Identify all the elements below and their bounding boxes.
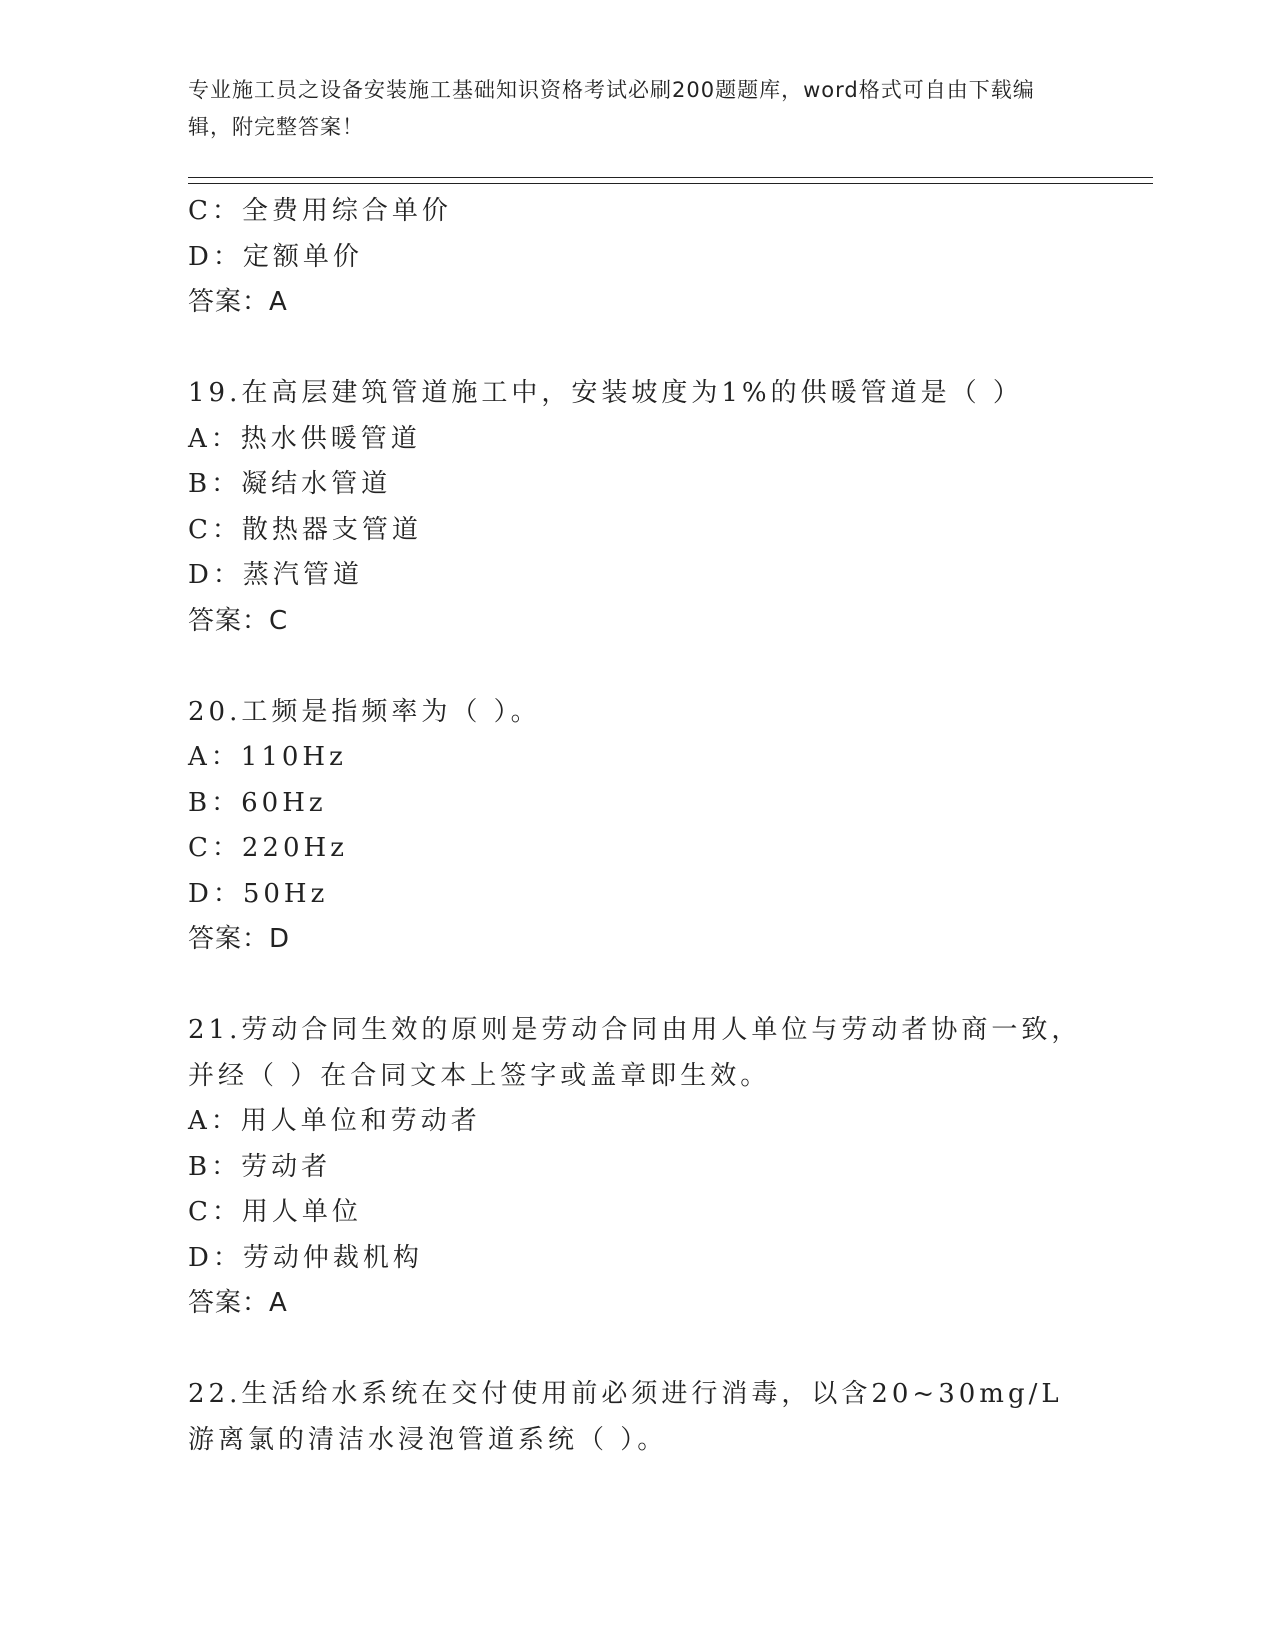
document-title: 专业施工员之设备安装施工基础知识资格考试必刷200题题库，word格式可自由下载编辑，附完整答案！ xyxy=(188,78,1035,139)
header-divider-bottom xyxy=(188,183,1153,184)
option-b: B：60Hz xyxy=(188,787,327,818)
option-c: C：散热器支管道 xyxy=(188,514,422,545)
answer-line: 答案：A xyxy=(188,287,288,317)
question-stem: 19.在高层建筑管道施工中，安装坡度为1%的供暖管道是（ ） xyxy=(188,378,1023,408)
option-a: A：热水供暖管道 xyxy=(188,423,421,454)
option-d: D：定额单价 xyxy=(188,241,363,272)
option-b: B：劳动者 xyxy=(188,1151,332,1182)
question-block-19 xyxy=(188,371,1088,644)
option-d: D：蒸汽管道 xyxy=(188,560,363,590)
option-c: C：全费用综合单价 xyxy=(188,196,452,226)
answer-line: 答案：A xyxy=(188,1288,288,1318)
question-stem: 20.工频是指频率为（ ）。 xyxy=(188,696,541,727)
question-list xyxy=(188,189,1088,1463)
answer-line: 答案：C xyxy=(188,605,289,636)
question-stem: 21.劳动合同生效的原则是劳动合同由用人单位与劳动者协商一致，并经（ ）在合同文本上签字或盖章即生效。 xyxy=(188,1015,1082,1091)
option-c: C：用人单位 xyxy=(188,1197,362,1227)
option-c: C：220Hz xyxy=(188,833,348,863)
answer-line: 答案：D xyxy=(188,924,291,954)
question-block-22 xyxy=(188,1372,1088,1463)
question-block-20 xyxy=(188,690,1088,963)
option-a: A：用人单位和劳动者 xyxy=(188,1106,481,1136)
question-block-21 xyxy=(188,1008,1088,1327)
option-b: B：凝结水管道 xyxy=(188,469,392,499)
option-d: D：劳动仲裁机构 xyxy=(188,1242,423,1273)
question-block-18 xyxy=(188,189,1088,326)
question-stem: 22.生活给水系统在交付使用前必须进行消毒，以含20~30mg/L游离氯的清洁水浸泡管道系统（ ）。 xyxy=(188,1379,1063,1455)
header-divider-top xyxy=(188,177,1153,178)
option-d: D：50Hz xyxy=(188,878,329,909)
option-a: A：110Hz xyxy=(188,742,347,772)
